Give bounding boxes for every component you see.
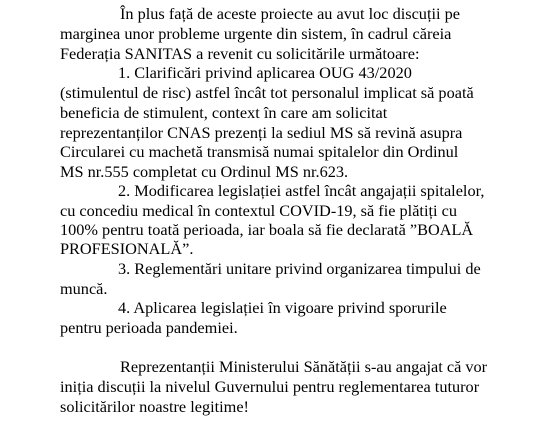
item-1-line-5: Circularei cu machetă transmisă numai spitalelor din Ordinul: [60, 142, 459, 161]
item-1-line-2: (stimulentul de risc) astfel încât tot personalul implicat să poată: [60, 83, 474, 102]
item-1-line-3: beneficia de stimulent, context în care am solicitat: [60, 103, 388, 122]
item-4-line-1: 4. Aplicarea legislației în vigoare privind sporurile: [118, 298, 447, 317]
item-2-line-1: 2. Modificarea legislației astfel încât angajații spitalelor,: [118, 181, 485, 200]
paragraph-intro-line-1: În plus față de aceste proiecte au avut loc discuții pe: [120, 4, 460, 23]
paragraph-closing-line-2: iniția discuții la nivelul Guvernului pentru reglementarea tuturor: [60, 377, 480, 396]
paragraph-intro-line-3: Federația SANITAS a revenit cu solicitările următoare:: [60, 44, 420, 63]
item-2-line-3: 100% pentru toată perioada, iar boala să fie declarată ”BOALĂ: [60, 220, 474, 239]
paragraph-closing-line-3: solicitărilor noastre legitime!: [60, 397, 249, 416]
paragraph-closing-line-1: Reprezentanții Ministerului Sănătății s-au angajat că vor: [120, 357, 488, 376]
item-1-line-1: 1. Clarificări privind aplicarea OUG 43/2020: [118, 63, 412, 82]
item-3-line-2: muncă.: [60, 279, 108, 298]
paragraph-intro-line-2: marginea unor probleme urgente din sistem, în cadrul căreia: [60, 24, 452, 43]
item-2-line-4: PROFESIONALĂ”.: [60, 239, 194, 258]
item-4-line-2: pentru perioada pandemiei.: [60, 318, 238, 337]
item-1-line-4: reprezentanților CNAS prezenți la sediul MS să revină asupra: [60, 123, 463, 142]
item-3-line-1: 3. Reglementări unitare privind organizarea timpului de: [118, 259, 481, 278]
item-1-line-6: MS nr.555 completat cu Ordinul MS nr.623.: [60, 162, 349, 181]
item-2-line-2: cu concediu medical în contextul COVID-19, să fie plătiți cu: [60, 201, 457, 220]
